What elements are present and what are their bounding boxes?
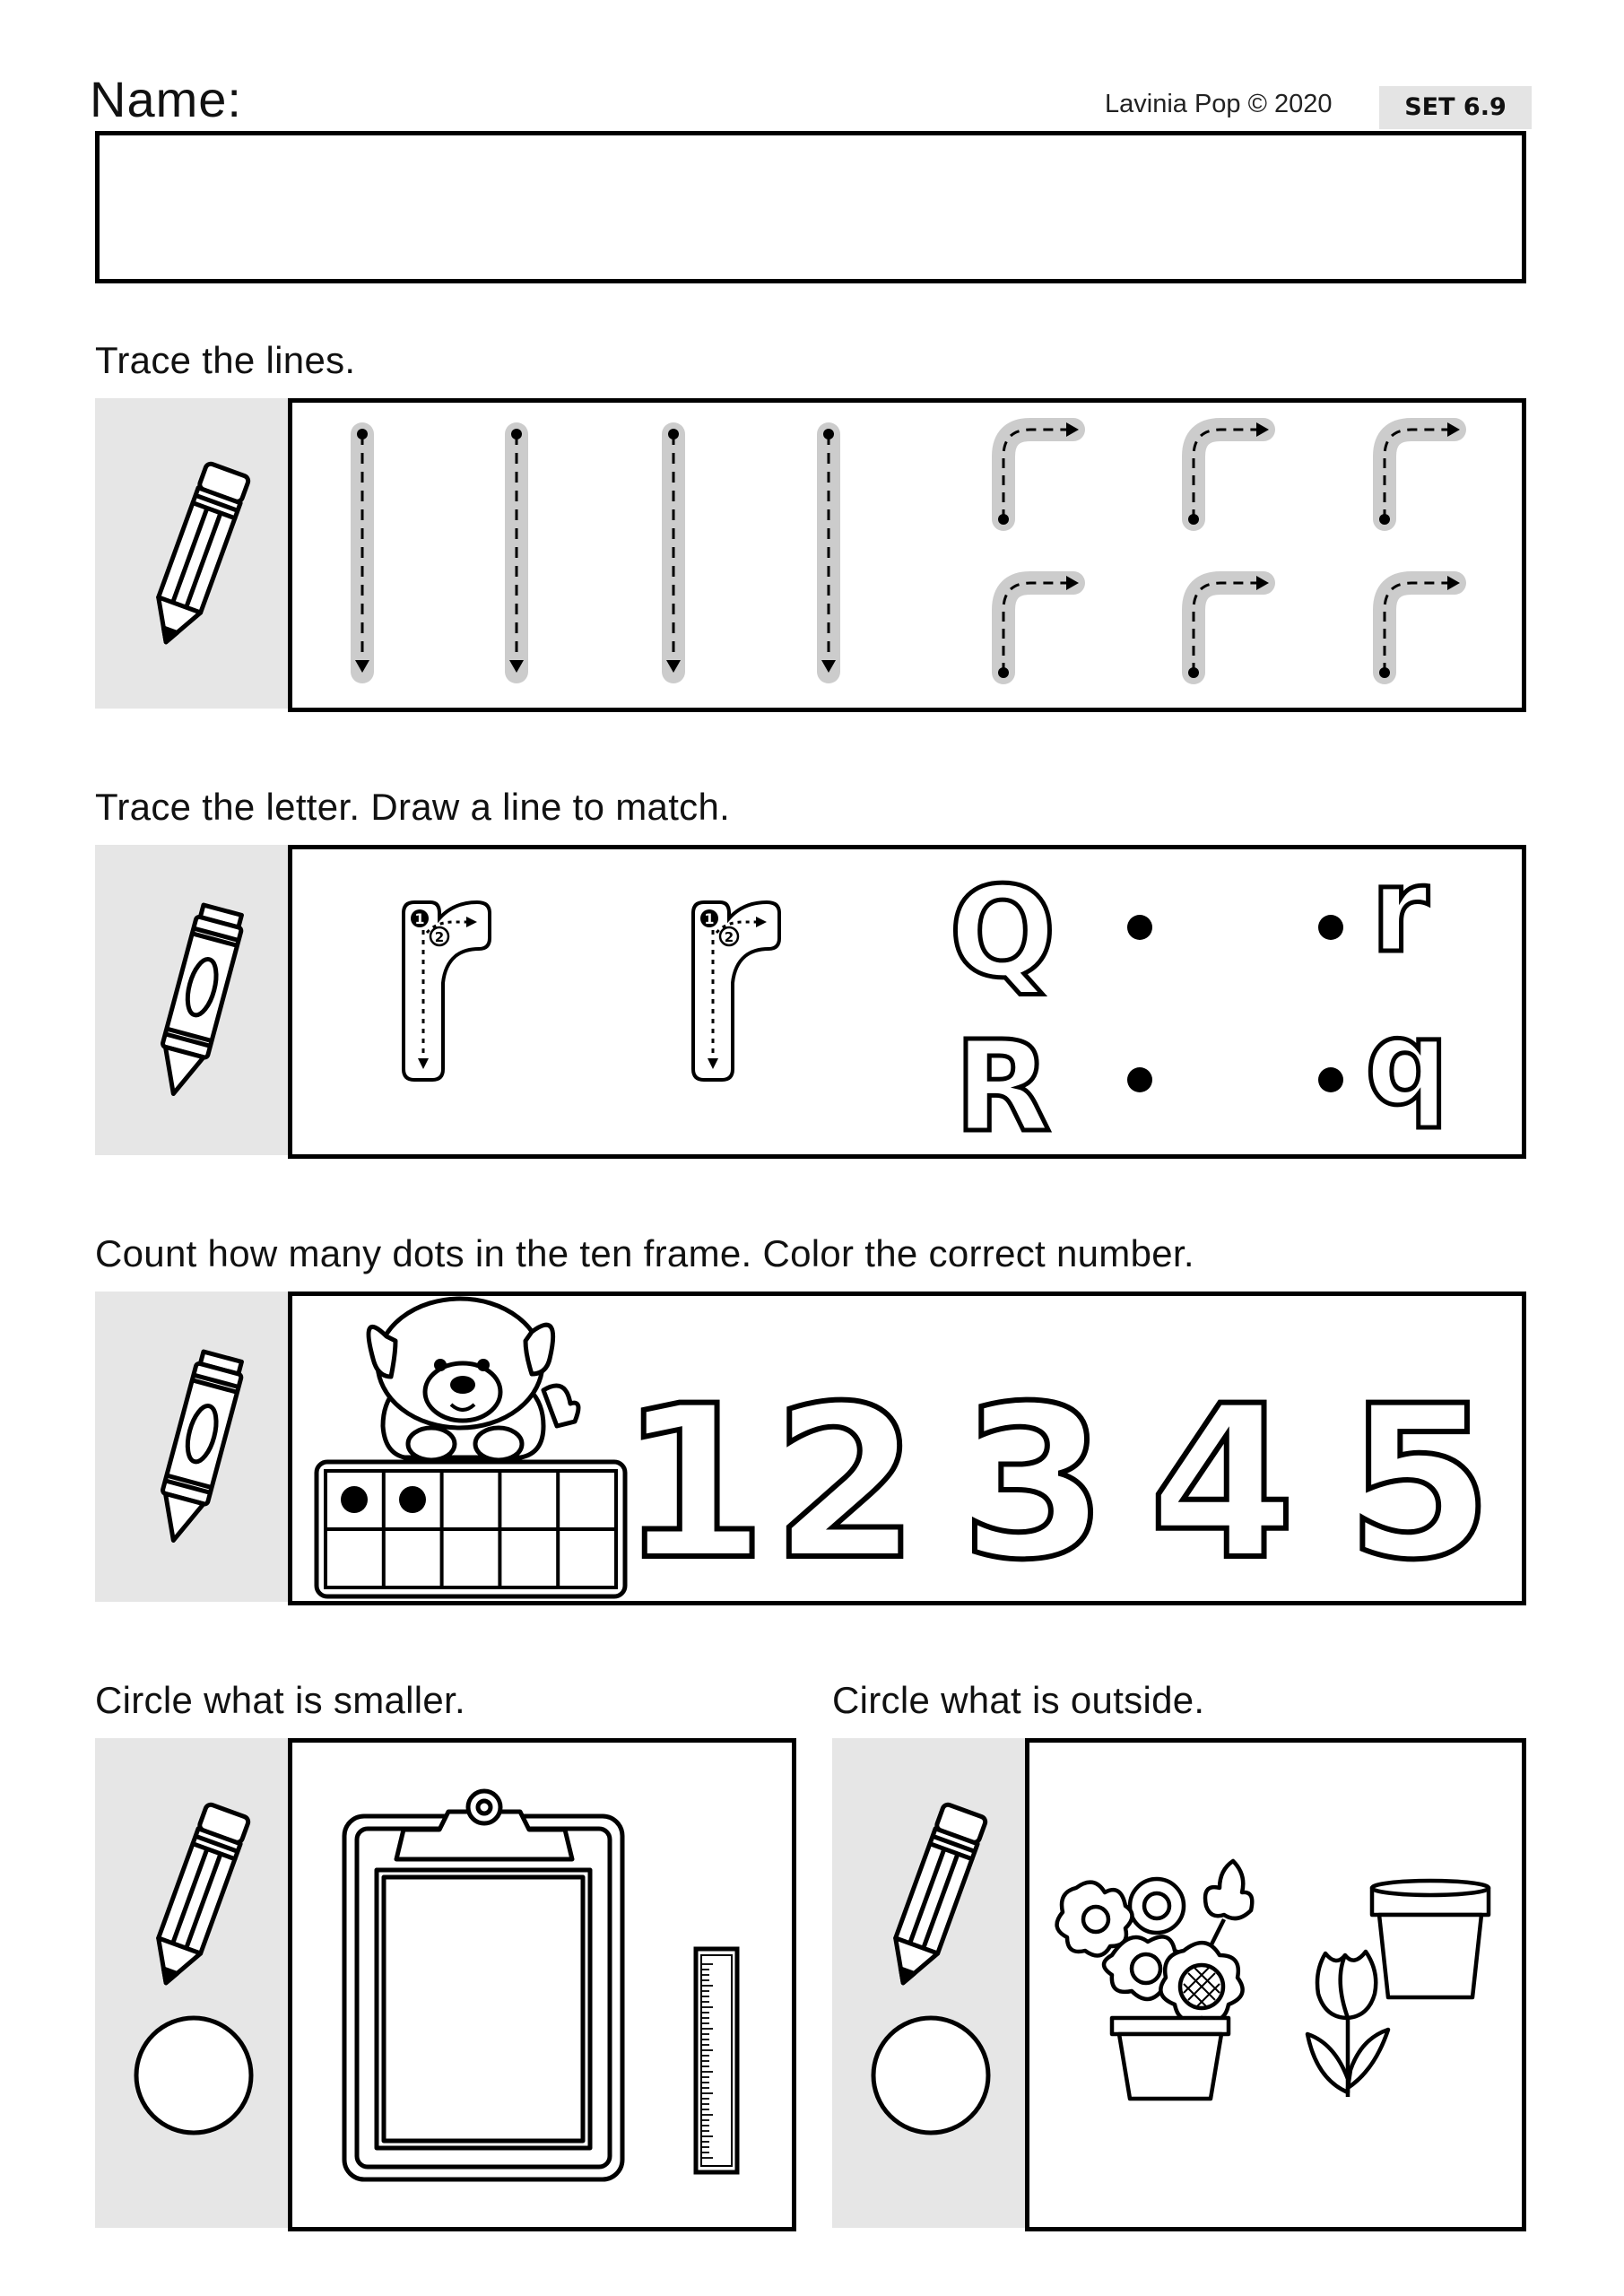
- number-choice-2[interactable]: 2: [772, 1361, 919, 1606]
- clipboard-illustration[interactable]: [341, 1789, 628, 2184]
- trace-letter-r-2[interactable]: [693, 902, 779, 1080]
- pencil-icon: [872, 1798, 997, 1996]
- curve-trace-line[interactable]: [1379, 422, 1460, 525]
- match-dot-q[interactable]: [1318, 1067, 1343, 1092]
- puppy-illustration: [369, 1299, 578, 1460]
- trace-letter-r-1[interactable]: [404, 902, 490, 1080]
- instruction-count-dots: Count how many dots in the ten frame. Color the correct number.: [95, 1232, 1194, 1274]
- crayon-icon: [135, 901, 260, 1108]
- instruction-trace-lines: Trace the lines.: [95, 339, 356, 381]
- stroke-number-1: 1: [414, 910, 425, 927]
- pencil-icon: [135, 1798, 260, 1996]
- answer-circle[interactable]: [868, 2013, 994, 2138]
- ten-frame: [317, 1462, 625, 1596]
- pencil-icon: [135, 457, 260, 655]
- copyright-credit: Lavinia Pop © 2020: [1105, 90, 1333, 118]
- curve-trace-line[interactable]: [998, 422, 1079, 525]
- name-label: Name:: [90, 71, 242, 127]
- flower-pot-illustration[interactable]: [1363, 1879, 1498, 2005]
- set-badge: SET 6.9: [1379, 86, 1532, 129]
- stroke-number-2: 2: [434, 929, 445, 945]
- match-dot-r[interactable]: [1318, 915, 1343, 940]
- letter-trace-worksheet[interactable]: [288, 842, 1526, 1161]
- instruction-outside: Circle what is outside.: [832, 1679, 1205, 1721]
- number-choice-4[interactable]: 4: [1149, 1361, 1296, 1606]
- vertical-trace-line[interactable]: [821, 429, 836, 673]
- vertical-trace-line[interactable]: [666, 429, 681, 673]
- match-letter-Q: Q: [949, 860, 1056, 1006]
- crayon-icon: [135, 1348, 260, 1554]
- number-choice-1[interactable]: 1: [620, 1361, 767, 1606]
- vertical-trace-line[interactable]: [355, 429, 369, 673]
- name-input-box[interactable]: [95, 131, 1526, 283]
- match-letter-q: q: [1365, 995, 1449, 1131]
- curve-trace-lines: [998, 422, 1460, 678]
- ruler-illustration[interactable]: [693, 1946, 740, 2175]
- curve-trace-line[interactable]: [1379, 576, 1460, 678]
- stroke-number-2: 2: [724, 929, 734, 945]
- match-letter-r: r: [1370, 842, 1429, 978]
- instruction-trace-letter: Trace the letter. Draw a line to match.: [95, 786, 731, 828]
- curve-trace-line[interactable]: [998, 576, 1079, 678]
- count-dots-worksheet: [288, 1292, 1526, 1605]
- number-choice-3[interactable]: 3: [960, 1361, 1107, 1606]
- trace-lines-worksheet[interactable]: [288, 398, 1526, 712]
- potted-flowers-illustration[interactable]: [1049, 1857, 1269, 2108]
- stroke-number-1: 1: [704, 910, 715, 927]
- vertical-trace-line[interactable]: [509, 429, 524, 673]
- match-dot-R[interactable]: [1127, 1067, 1152, 1092]
- number-choice-5[interactable]: 5: [1346, 1361, 1493, 1606]
- curve-trace-line[interactable]: [1188, 576, 1269, 678]
- answer-circle[interactable]: [131, 2013, 256, 2138]
- vertical-trace-lines: [355, 429, 836, 673]
- match-letter-R: R: [954, 1014, 1051, 1161]
- ten-frame-dot: [341, 1486, 368, 1513]
- ten-frame-dot: [399, 1486, 426, 1513]
- curve-trace-line[interactable]: [1188, 422, 1269, 525]
- instruction-smaller: Circle what is smaller.: [95, 1679, 465, 1721]
- match-dot-Q[interactable]: [1127, 915, 1152, 940]
